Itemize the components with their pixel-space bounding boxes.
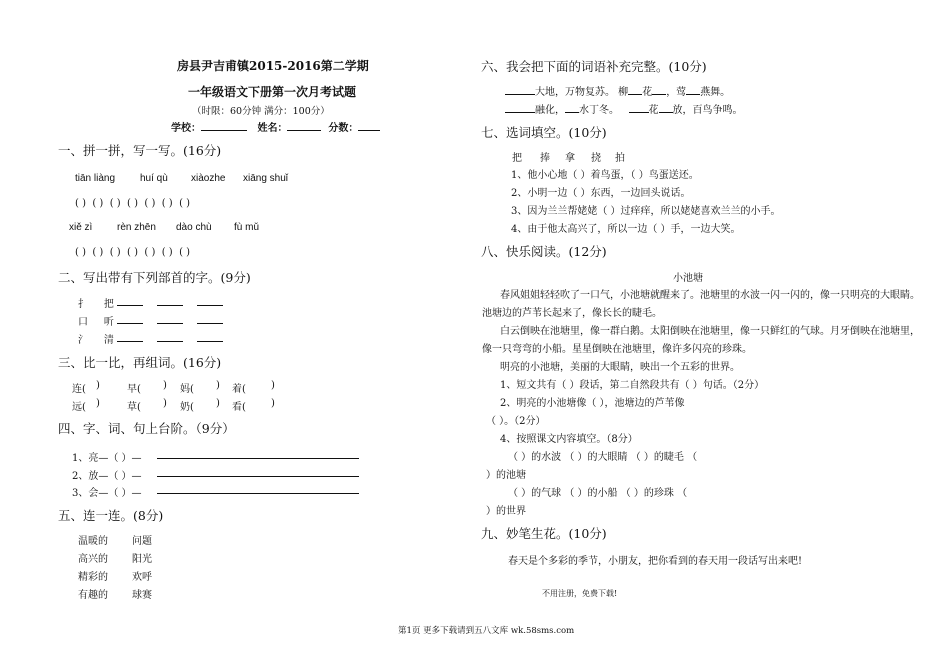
ladder-item-3: 3、会—（ ）— [72,488,142,499]
pinyin-1: tiān liàng [75,173,116,184]
passage-p2b: 像一只弯弯的小船。星星倒映在池塘里，像许多闪亮的珍珠。 [482,344,752,355]
match-right-2[interactable]: 阳光 [132,554,152,565]
match-left-4[interactable]: 有趣的 [78,590,108,601]
fill-item-1[interactable]: 1、他小心地（ ）着鸟蛋，（ ）鸟蛋送还。 [511,170,699,181]
paren-close[interactable]: ) [216,380,220,391]
school-label: 学校： [171,123,201,134]
blank[interactable] [505,84,535,95]
compare-4: 着( [232,384,246,395]
paren-close[interactable]: ) [96,380,100,391]
fill-item-3[interactable]: 3、因为兰兰帮姥姥（ ）过痒痒，所以姥姥喜欢兰兰的小手。 [511,206,781,217]
radical-row-1: 扌 把 [78,299,114,310]
ladder-blank-2[interactable] [157,476,359,477]
blank[interactable] [652,84,666,95]
radical-row-3: 氵 清 [78,335,114,346]
section-7-title: 七、选词填空。(10分) [481,125,607,140]
radical-row-2: 口 听 [78,317,114,328]
passage-p3: 明亮的小池塘，美丽的大眼睛，映出一个五彩的世界。 [500,362,740,373]
section-3-title: 三、比一比，再组词。(16分) [58,355,222,370]
question-2b[interactable]: （ ）。（2分） [486,416,546,427]
fill-grid-row-2[interactable]: （ ）的气球 （ ）的小船 （ ）的珍珠 （ [508,488,688,499]
blank[interactable] [197,305,223,306]
pinyin-3: xiàozhe [191,173,226,184]
question-4: 4、按照课文内容填空。（8分） [500,434,638,445]
exam-title-line1: 房县尹吉甫镇2015-2016第二学期 [177,59,369,73]
ladder-blank-1[interactable] [157,458,359,459]
pinyin-5: xiě zì [69,222,93,233]
word-4: 挠 [591,153,601,164]
word-3: 拿 [565,153,575,164]
paren-close[interactable]: ) [163,398,167,409]
blank[interactable] [157,341,183,342]
word-1: 把 [512,153,522,164]
pinyin-8: fù mǔ [234,222,260,233]
section-6-title: 六、我会把下面的词语补充完整。(10分) [481,59,707,74]
word-2: 捧 [540,153,550,164]
free-download-note: 不用注册，免费下载! [542,589,618,598]
compare-5: 远( [72,402,86,413]
blank[interactable] [565,102,579,113]
ladder-item-2: 2、放—（ ）— [72,471,142,482]
paren-close[interactable]: ) [96,398,100,409]
section-9-title: 九、妙笔生花。(10分) [481,526,607,541]
compare-2: 早( [127,384,141,395]
score-label: 分数： [328,123,359,134]
time-note: （时限：60分钟 满分：100分） [192,106,330,117]
blank[interactable] [117,305,143,306]
section-1-title: 一、拼一拼，写一写。(16分) [58,143,222,158]
question-2a[interactable]: 2、明亮的小池塘像（ ），池塘边的芦苇像 [500,398,685,409]
name-label: 姓名： [257,123,288,134]
page-footer: 第1页 更多下载请到五八文库 wk.58sms.com [398,626,575,636]
blank[interactable] [197,341,223,342]
exam-title-line2: 一年级语文下册第一次月考试题 [188,85,357,99]
ladder-blank-3[interactable] [157,493,359,494]
blank[interactable] [117,341,143,342]
question-1[interactable]: 1、短文共有（ ）段话，第二自然段共有（ ）句话。（2分） [500,380,765,391]
passage-p2a: 白云倒映在池塘里，像一群白鹅。太阳倒映在池塘里，像一只鲜红的气球。月牙倒映在池塘里， [500,326,920,337]
ladder-item-1: 1、亮—（ ）— [72,453,142,464]
blank[interactable] [157,305,183,306]
name-blank[interactable] [287,120,321,131]
blank[interactable] [117,323,143,324]
pinyin-6: rèn zhēn [117,222,156,233]
fill-item-4[interactable]: 4、由于他太高兴了，所以一边（ ）手，一边大笑。 [511,224,741,235]
match-right-1[interactable]: 问题 [132,536,152,547]
pinyin-answer-row-2[interactable]: ( ) ( ) ( ) ( ) ( ) ( ) ( ) [75,247,191,258]
school-blank[interactable] [201,120,247,131]
paren-close[interactable]: ) [271,398,275,409]
fill-grid-row-1[interactable]: （ ）的水波 （ ）的大眼睛 （ ）的睫毛 （ [508,452,698,463]
pinyin-2: huí qù [140,173,168,184]
fill-grid-row-2-end[interactable]: ）的世界 [486,506,526,517]
match-left-2[interactable]: 高兴的 [78,554,108,565]
match-left-3[interactable]: 精彩的 [78,572,108,583]
blank[interactable] [628,84,642,95]
pinyin-7: dào chù [176,222,212,233]
idiom-line-1: 大地，万物复苏。 柳 花 ，莺 燕舞。 [505,83,730,98]
passage-p1a: 春风姐姐轻轻吹了一口气，小池塘就醒来了。池塘里的水波一闪一闪的，像一只明亮的大眼睛。 [500,290,920,301]
info-line [171,119,380,134]
blank[interactable] [659,102,673,113]
compare-3: 妈( [180,384,194,395]
compare-1: 连( [72,384,86,395]
compare-6: 草( [127,402,141,413]
compare-8: 看( [232,402,246,413]
passage-title: 小池塘 [673,273,703,284]
match-right-4[interactable]: 球赛 [132,590,152,601]
idiom-line-2: 融化， 水丁冬。 花 放，百鸟争鸣。 [505,101,743,116]
blank[interactable] [629,102,649,113]
section-2-title: 二、写出带有下列部首的字。(9分) [58,270,251,285]
writing-prompt: 春天是个多彩的季节，小朋友，把你看到的春天用一段话写出来吧! [508,556,803,567]
pinyin-4: xiāng shuǐ [243,173,289,184]
pinyin-answer-row-1[interactable]: ( ) ( ) ( ) ( ) ( ) ( ) ( ) [75,198,191,209]
passage-p1b: 池塘边的芦苇长起来了，像长长的睫毛。 [482,308,662,319]
paren-close[interactable]: ) [163,380,167,391]
fill-item-2[interactable]: 2、小明一边（ ）东西，一边回头说话。 [511,188,691,199]
paren-close[interactable]: ) [271,380,275,391]
blank[interactable] [505,102,535,113]
blank[interactable] [157,323,183,324]
score-blank[interactable] [358,120,380,131]
blank[interactable] [686,84,700,95]
match-left-1[interactable]: 温暖的 [78,536,108,547]
section-4-title: 四、字、词、句上台阶。（9分） [58,421,235,436]
match-right-3[interactable]: 欢呼 [132,572,152,583]
blank[interactable] [197,323,223,324]
paren-close[interactable]: ) [216,398,220,409]
section-8-title: 八、快乐阅读。(12分) [481,244,607,259]
word-5: 拍 [615,153,625,164]
compare-7: 奶( [180,402,194,413]
section-5-title: 五、连一连。(8分) [58,508,164,523]
fill-grid-row-1-end[interactable]: ）的池塘 [486,470,526,481]
